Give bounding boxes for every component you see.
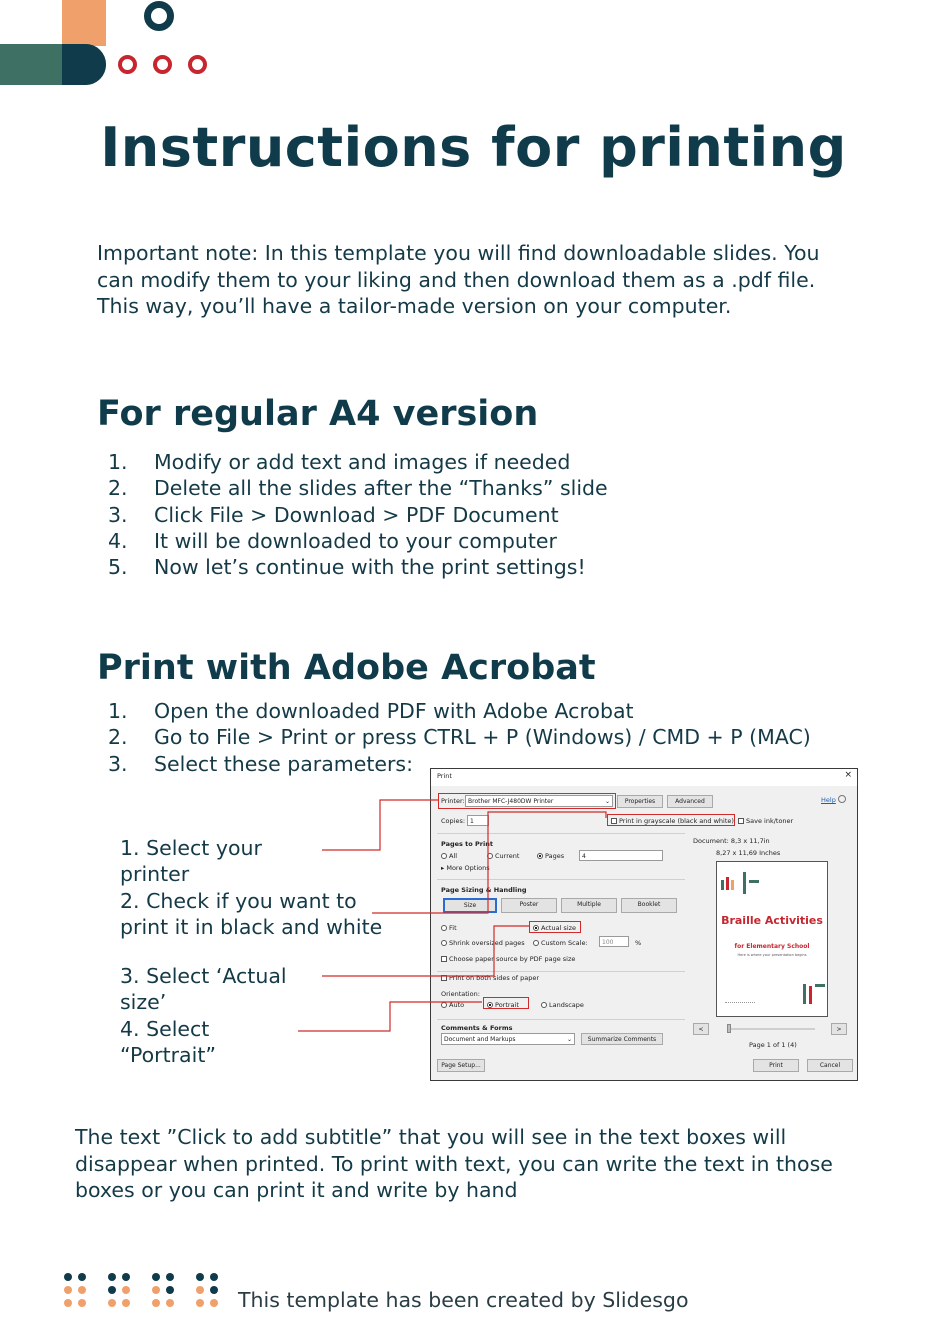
dialog-titlebar: Print [431, 769, 857, 786]
radio-portrait[interactable]: Portrait [487, 1001, 519, 1009]
radio-current[interactable]: Current [487, 852, 519, 860]
list-item: 5. Now let’s continue with the print settings! [108, 555, 586, 580]
list-item: 3. Click File > Download > PDF Document [108, 502, 559, 527]
page-info: Page 1 of 1 (4) [749, 1041, 797, 1049]
radio-actual-size[interactable]: Actual size [533, 924, 576, 932]
radio-shrink[interactable]: Shrink oversized pages [441, 939, 525, 947]
copies-label: Copies: [441, 817, 466, 825]
footer-dots [62, 1273, 222, 1313]
radio-landscape[interactable]: Landscape [541, 1001, 584, 1009]
pages-to-print-group: Pages to Print All Current Pages 4 ▸ More Options [437, 833, 685, 875]
copies-input[interactable]: 1 [467, 815, 489, 826]
list-item: 2. Go to File > Print or press CTRL + P (Windows) / CMD + P (MAC) [108, 725, 811, 750]
callout-actual-size: 3. Select ‘Actual size’ [120, 964, 287, 1015]
properties-button[interactable]: Properties [617, 795, 663, 808]
tab-booklet[interactable]: Booklet [621, 898, 677, 913]
callout-portrait: 4. Select “Portrait” [120, 1017, 216, 1068]
more-options-toggle[interactable]: ▸ More Options [441, 864, 490, 872]
list-item: 1. Open the downloaded PDF with Adobe Acrobat [108, 699, 634, 723]
list-item: 4. It will be downloaded to your computer [108, 528, 557, 553]
list-item: 3. Select these parameters: [108, 751, 414, 776]
advanced-button[interactable]: Advanced [667, 795, 713, 808]
paper-size: 8,27 x 11,69 Inches [716, 849, 781, 857]
a4-section-heading: For regular A4 version [97, 394, 539, 434]
printer-select[interactable]: Brother MFC-J480DW Printer ⌄ [465, 795, 613, 807]
tab-size[interactable]: Size [443, 898, 497, 913]
prev-page-button[interactable]: < [693, 1023, 709, 1035]
preview-caption: Here is where your presentation begins [737, 953, 807, 957]
orientation-group: Print on both sides of paper Orientation: Auto Portrait Landscape [437, 971, 685, 1019]
cancel-button[interactable]: Cancel [807, 1059, 853, 1072]
callout-select-printer: 1. Select your printer [120, 836, 262, 887]
tab-multiple[interactable]: Multiple [561, 898, 617, 913]
scale-input[interactable]: 100 [599, 936, 629, 947]
callout-line-printer [322, 800, 438, 850]
close-icon[interactable]: × [844, 770, 852, 780]
radio-fit[interactable]: Fit [441, 924, 457, 932]
callout-line-actual-size [322, 926, 530, 976]
paper-source-checkbox[interactable]: Choose paper source by PDF page size [441, 955, 575, 963]
radio-auto[interactable]: Auto [441, 1001, 464, 1009]
callout-grayscale: 2. Check if you want to print it in black and white [120, 889, 383, 940]
comments-group: Comments & Forms Document and Markups ⌄ Summarize Comments [437, 1019, 685, 1055]
pages-input[interactable]: 4 [579, 850, 663, 861]
bottom-note: The text ”Click to add subtitle” that you will see in the text boxes will disappear when printed. To print with text, you can write the text in those boxes or you can print it and write by hand [75, 1125, 833, 1202]
important-note: Important note: In this template you will find downloadable slides. You can modify them to your liking and then download them as a .pdf file. This way, you’ll have a tailor-made version on your computer. [97, 241, 820, 318]
acrobat-section-heading: Print with Adobe Acrobat [97, 648, 596, 688]
radio-custom-scale[interactable]: Custom Scale: [533, 939, 588, 947]
save-ink-checkbox[interactable]: Save ink/toner [738, 817, 793, 825]
next-page-button[interactable]: > [831, 1023, 847, 1035]
preview-title: Braille Activities [721, 914, 823, 927]
footer-credit: This template has been created by Slidesgo [238, 1288, 689, 1312]
printer-label: Printer: [441, 797, 465, 805]
chevron-down-icon: ⌄ [566, 1036, 572, 1043]
radio-all[interactable]: All [441, 852, 457, 860]
page-sizing-group: Page Sizing & Handling Size Poster Multiple Booklet Fit Actual size Shrink oversized pages Custom Scale: 100 % Choose paper source by PDF page size [437, 879, 685, 969]
list-item: 1. Modify or add text and images if needed [108, 450, 571, 474]
both-sides-checkbox[interactable]: Print on both sides of paper [441, 974, 539, 982]
comments-select[interactable]: Document and Markups ⌄ [441, 1033, 575, 1045]
chevron-down-icon: ⌄ [604, 798, 610, 805]
page-title: Instructions for printing [100, 116, 847, 179]
callout-line-grayscale [372, 812, 606, 913]
help-link[interactable]: Help [821, 796, 836, 804]
summarize-comments-button[interactable]: Summarize Comments [581, 1033, 663, 1045]
print-button[interactable]: Print [753, 1059, 799, 1072]
callout-line-portrait [298, 1002, 482, 1031]
page-setup-button[interactable]: Page Setup... [437, 1059, 485, 1072]
grayscale-checkbox[interactable]: Print in grayscale (black and white) [611, 817, 734, 825]
tab-poster[interactable]: Poster [501, 898, 557, 913]
list-item: 2. Delete all the slides after the “Thanks” slide [108, 476, 608, 501]
preview-subtitle: for Elementary School [734, 943, 810, 950]
radio-pages[interactable]: Pages [537, 852, 564, 860]
document-size: Document: 8,3 x 11,7in [693, 837, 770, 845]
